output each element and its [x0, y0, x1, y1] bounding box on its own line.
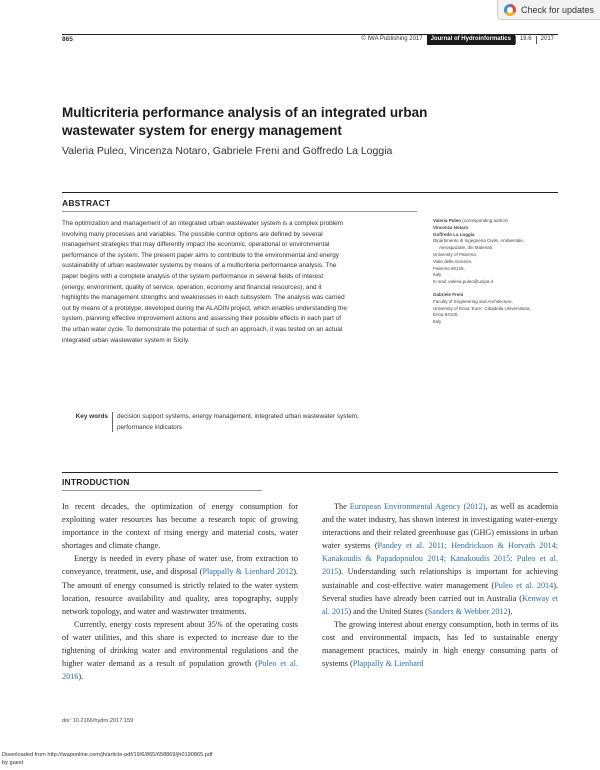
corresponding-email[interactable]: E-mail: valeria.puleo@unipa.it [433, 279, 493, 285]
abstract-text: The optimization and management of an integrated urban wastewater system is a complex problem involving many processes and variables. The possible control options are defined by several management strategies that may differently impact the economic, operational or environmental performance of the system. The present paper aims to contribute to the environmental and energy sustainability of urban wastewater systems by means of a multicriteria performance analysis. The paper begins with a complete analysis of the system performance in several fields of interest (energy, environment, quality of service, operation, economy and financial resources), and it highlights the management strengths and weaknesses in each subsystem. The analysis was carried out by means of a prototype, developed during the ALADIN project, which enables understanding the system, planning effective improvement actions and assessing their possible effects in each part of the urban water cycle. To demonstrate the potential of such an approach, it was tested on an actual integrated urban wastewater system in Sicily. [62, 220, 347, 344]
affiliation-author: Goffredo La Loggia [433, 231, 475, 237]
paragraph: Currently, energy costs represent about 35% of the operating costs of water utilities, and this share is expected to increase due to the tightening of drinking water and environmental regulations and the higher water demand as a result of population growth (Puleo et al. 2016). [62, 619, 298, 682]
title-line-1: Multicriteria performance analysis of an integrated urban [62, 105, 428, 120]
body-column-left [62, 500, 298, 683]
running-header [357, 35, 558, 45]
affiliation-author: Gabriele Freni [433, 291, 464, 297]
paper-title [62, 104, 482, 140]
crossmark-icon [504, 4, 516, 16]
citation-link[interactable]: Sanders & Webber 2012 [427, 606, 508, 616]
citation-link[interactable]: Puleo et al. 2016 [62, 659, 298, 682]
abstract-heading: ABSTRACT [62, 198, 111, 208]
citation-link[interactable]: Kenway et al. 2015 [322, 593, 558, 616]
download-note: Downloaded from http://iwaponline.com/jh/article-pdf/19/6/865/658869/jh0190865.pdf by guest [2, 752, 213, 766]
keywords-label: Key words [62, 412, 113, 432]
check-for-updates-label: Check for updates [521, 4, 595, 15]
doi[interactable]: doi: 10.2166/hydro.2017.159 [62, 718, 134, 724]
page-number: 865 [62, 36, 73, 43]
citation-link[interactable]: Plappally & Lienhard 2012 [202, 567, 294, 577]
citation-link[interactable]: Pandey et al. 2011; Hendrickson & Horvath 2014; Kanakoudis & Papadopoulou 2014; Kanakoudis 2015; Puleo et al. 2015 [322, 541, 558, 577]
paragraph: In recent decades, the optimization of energy consumption for exploiting water resources has become a research topic of growing importance in the context of rising energy and material costs, water shortages and climate change. [62, 502, 298, 551]
check-for-updates-button[interactable] [497, 0, 600, 20]
paragraph: The growing interest about energy consumption, both in terms of its cost and environmental impacts, has led to sustainable energy management practices, mainly in high energy consuming parts of systems (Plappally & Lienhard [322, 619, 558, 669]
copyright: © IWA Publishing 2017 [361, 36, 423, 42]
paragraph: The European Environmental Agency (2012), as well as academia and the water industry, has shown interest in investigating water-energy interactions and their related greenhouse gas (GHG) emissions in urban water systems (Pandey et al. 2011; Hendrickson & Horvath 2014; Kanakoudis & Papadopoulou 2014; Kanakoudis 2015; Puleo et al. 2015). Understanding such relationships is important for achieving sustainable and cost-effective water management (Puleo et al. 2014). Several studies have already been carried out in Australia (Kenway et al. 2015) and the United States (Sanders & Webber 2012). [322, 502, 559, 616]
keywords-text: decision support systems, energy management, integrated urban wastewater system, performance indicators [117, 413, 359, 431]
paragraph: Energy is needed in every phase of water use, from extraction to conveyance, treatment, use, and disposal (Plappally & Lienhard 2012). The amount of energy consumed is strictly related to the water system location, resource availability and quality, area topography, supply network topology, and water and wastewater treatments. [62, 554, 298, 616]
abstract-underline [62, 211, 417, 212]
volume-issue: 19.6 [519, 36, 532, 42]
citation-link[interactable]: Puleo et al. 2014 [494, 580, 554, 590]
introduction-rule [62, 472, 558, 473]
author-affiliations: Valeria Puleo (corresponding author) Vincenza Notaro Goffredo La Loggia Dipartimento di Ingegneria Civile, Ambientale, Aerospaziale, dei Materiali, University of Palermo, Viale delle Scienze, Palermo 90128, Italy E-mail: valeria.puleo@unipa.it Gabriele Freni Faculty of Engineering and Architecture, University of Enna 'Kore', Cittadella Universitaria, Enna 94100, Italy [433, 218, 563, 326]
title-line-2: wastewater system for energy management [62, 123, 342, 138]
journal-name: Journal of Hydroinformatics [427, 35, 515, 45]
year: 2017 [540, 36, 554, 42]
body-column-right [322, 500, 558, 670]
abstract-rule [62, 192, 558, 193]
citation-link[interactable]: European Environmental Agency (2012) [349, 502, 486, 511]
keywords [62, 412, 422, 433]
affiliation-author: Valeria Puleo [433, 218, 462, 223]
author-list: Valeria Puleo, Vincenza Notaro, Gabriele Freni and Goffredo La Loggia [62, 145, 393, 157]
affiliation-author: Vincenza Notaro [433, 224, 469, 230]
introduction-underline [62, 490, 262, 491]
introduction-heading: INTRODUCTION [62, 477, 130, 487]
citation-link[interactable]: Plappally & Lienhard [352, 659, 424, 669]
